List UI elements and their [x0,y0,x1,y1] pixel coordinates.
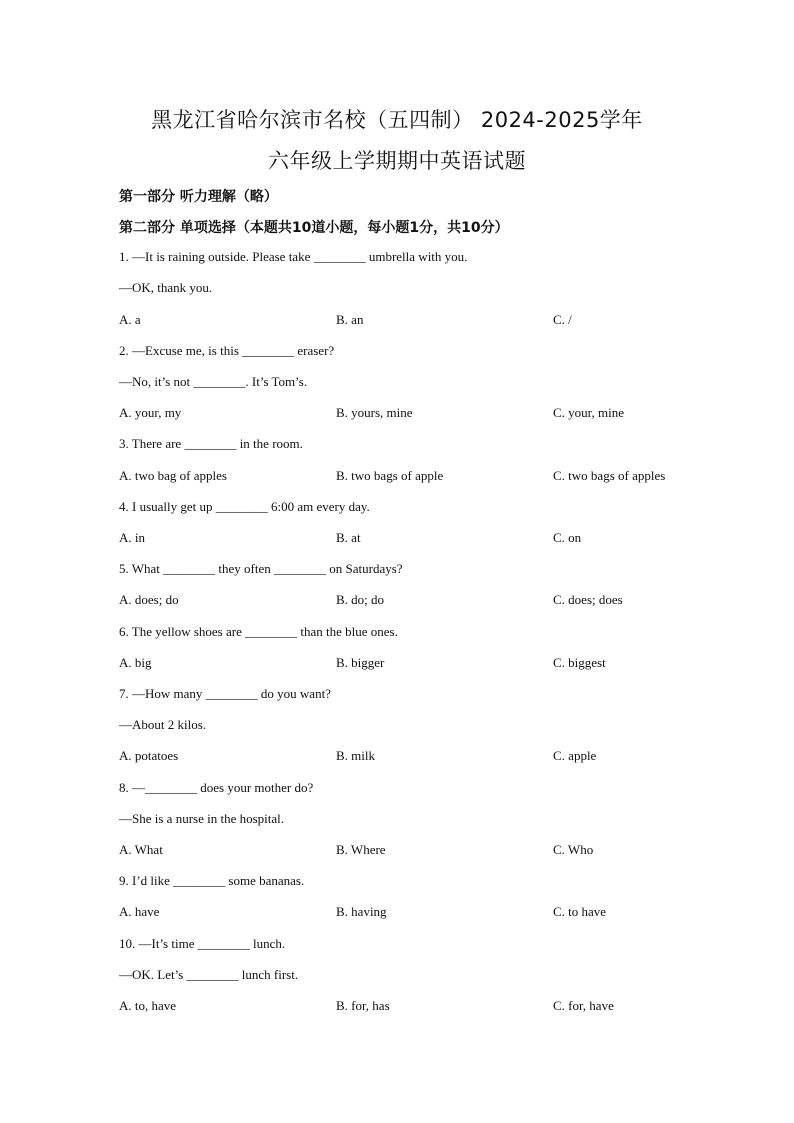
question-6-text: 6. The yellow shoes are ________ than the blue ones. [119,624,398,639]
question-7-text: 7. —How many ________ do you want? [119,686,331,701]
question-2-option-c: C. your, mine [553,405,624,420]
question-10-option-c: C. for, have [553,998,614,1013]
question-5-option-c: C. does; does [553,592,623,607]
question-4-option-b: B. at [336,530,361,545]
question-1-option-a: A. a [119,312,141,327]
section-heading-part2: 第二部分 单项选择（本题共10道小题，每小题1分，共10分） [119,220,509,236]
question-2-text: 2. —Excuse me, is this ________ eraser? [119,343,335,358]
question-7-option-a: A. potatoes [119,748,179,763]
question-2-option-b: B. yours, mine [336,405,413,420]
question-5-option-b: B. do; do [336,592,385,607]
question-3-option-c: C. two bags of apples [553,468,666,483]
question-9-option-b: B. having [336,904,387,919]
question-10-option-a: A. to, have [119,998,177,1013]
question-4-text: 4. I usually get up ________ 6:00 am every day. [119,499,370,514]
question-10-text: 10. —It’s time ________ lunch. [119,936,286,951]
question-9-option-c: C. to have [553,904,607,919]
question-2-option-a: A. your, my [119,405,182,420]
question-8-text: 8. —________ does your mother do? [119,780,314,795]
question-1-option-b: B. an [336,312,364,327]
document-title: 黑龙江省哈尔滨市名校（五四制） 2024-2025学年 [151,108,643,132]
question-9-option-a: A. have [119,904,160,919]
question-5-text: 5. What ________ they often ________ on Saturdays? [119,561,403,576]
document-subtitle: 六年级上学期期中英语试题 [268,149,526,173]
question-3-text: 3. There are ________ in the room. [119,436,303,451]
question-7-option-c: C. apple [553,748,597,763]
question-10-option-b: B. for, has [336,998,390,1013]
question-8-option-c: C. Who [553,842,594,857]
question-7-option-b: B. milk [336,748,376,763]
question-6-option-a: A. big [119,655,152,670]
question-6-option-c: C. biggest [553,655,606,670]
question-2-reply: —No, it’s not ________. It’s Tom’s. [119,374,308,389]
question-3-option-b: B. two bags of apple [336,468,444,483]
question-8-option-b: B. Where [336,842,386,857]
question-8-reply: —She is a nurse in the hospital. [119,811,285,826]
question-6-option-b: B. bigger [336,655,385,670]
question-4-option-a: A. in [119,530,145,545]
question-1-reply: —OK, thank you. [119,280,213,295]
section-heading-part1: 第一部分 听力理解（略） [119,189,278,205]
question-7-reply: —About 2 kilos. [119,717,207,732]
question-9-text: 9. I’d like ________ some bananas. [119,873,305,888]
question-8-option-a: A. What [119,842,163,857]
question-4-option-c: C. on [553,530,582,545]
question-1-option-c: C. / [553,312,572,327]
question-1-text: 1. —It is raining outside. Please take ________ umbrella with you. [119,249,468,264]
question-10-reply: —OK. Let’s ________ lunch first. [119,967,299,982]
question-5-option-a: A. does; do [119,592,179,607]
question-3-option-a: A. two bag of apples [119,468,227,483]
